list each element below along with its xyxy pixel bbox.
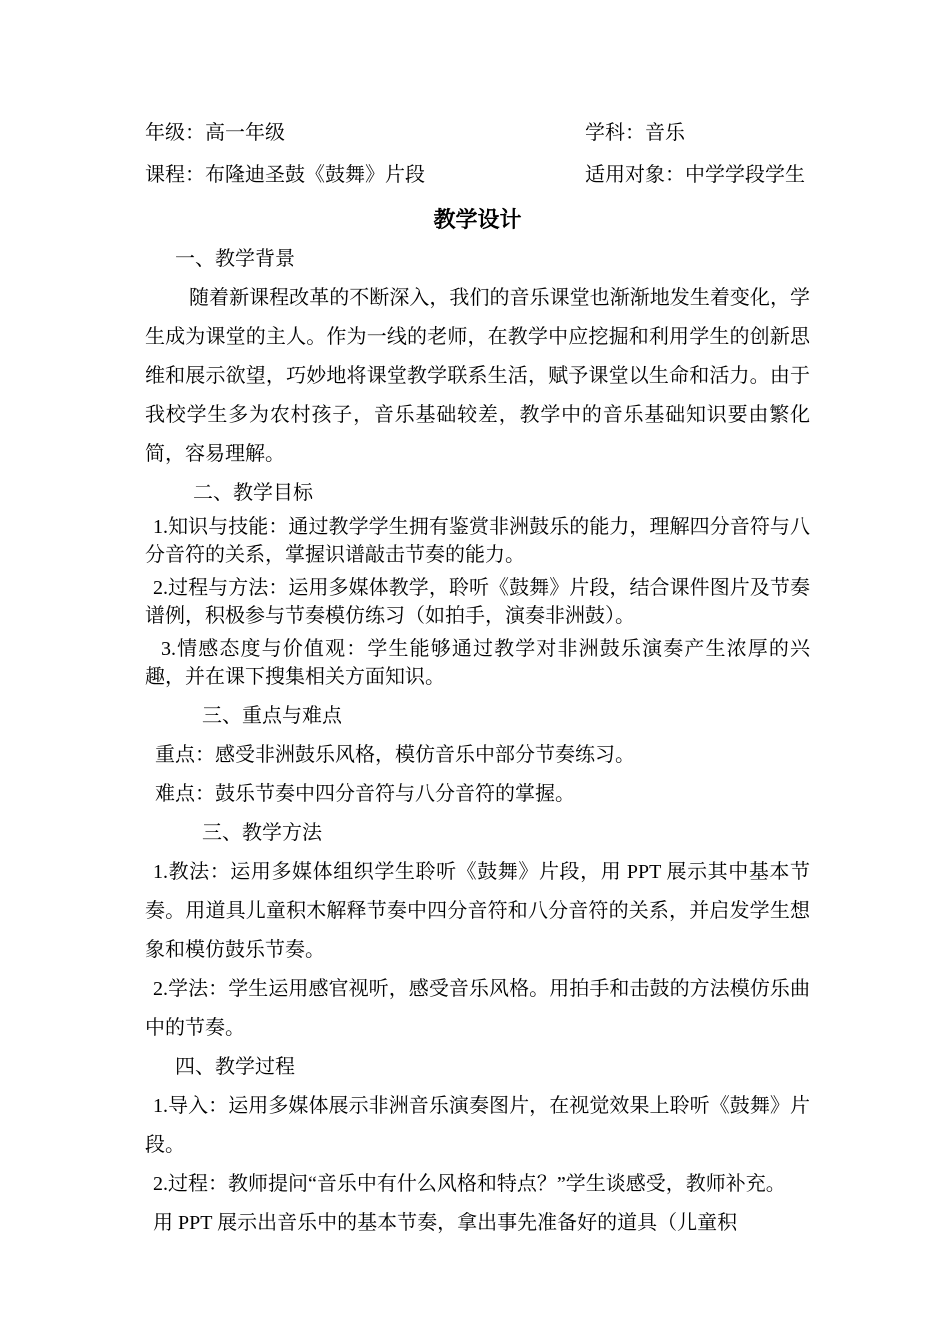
paragraph-learning-method: 2.学法：学生运用感官视听，感受音乐风格。用拍手和击鼓的方法模仿乐曲中的节奏。 <box>145 978 810 1039</box>
doc-title: 教学设计 <box>433 207 522 232</box>
subject-field: 学科：音乐 <box>585 122 685 144</box>
paragraph-difficult-point: 难点：鼓乐节奏中四分音符与八分音符的掌握。 <box>155 783 575 805</box>
heading-teaching-background: 一、教学背景 <box>175 248 295 270</box>
course-field: 课程：布隆迪圣鼓《鼓舞》片段 <box>145 164 425 186</box>
heading-key-difficult-points: 三、重点与难点 <box>202 705 342 727</box>
paragraph-knowledge-skills: 1.知识与技能：通过教学学生拥有鉴赏非洲鼓乐的能力，理解四分音符与八分音符的关系，掌握识谱敲击节奏的能力。 <box>145 516 810 566</box>
audience-field: 适用对象：中学学段学生 <box>585 164 805 186</box>
paragraph-process-methods: 2.过程与方法：运用多媒体教学，聆听《鼓舞》片段，结合课件图片及节奏谱例，积极参与节奏模仿练习（如拍手，演奏非洲鼓）。 <box>145 577 810 627</box>
paragraph-process: 2.过程：教师提问“音乐中有什么风格和特点？”学生谈感受，教师补充。 <box>153 1173 786 1195</box>
heading-teaching-goals: 二、教学目标 <box>193 482 313 504</box>
doc-header-row-2 <box>145 154 810 196</box>
heading-teaching-process: 四、教学过程 <box>175 1056 295 1078</box>
doc-header-row-1 <box>145 112 810 154</box>
paragraph-emotion-values: 3.情感态度与价值观：学生能够通过教学对非洲鼓乐演奏产生浓厚的兴趣，并在课下搜集相关方面知识。 <box>145 638 810 688</box>
paragraph-lead-in: 1.导入：运用多媒体展示非洲音乐演奏图片，在视觉效果上聆听《鼓舞》片段。 <box>145 1095 810 1156</box>
grade-field: 年级：高一年级 <box>145 122 285 144</box>
paragraph-teaching-method: 1.教法：运用多媒体组织学生聆听《鼓舞》片段，用 PPT 展示其中基本节奏。用道具儿童积木解释节奏中四分音符和八分音符的关系，并启发学生想象和模仿鼓乐节奏。 <box>145 861 810 961</box>
paragraph-teaching-background: 随着新课程改革的不断深入，我们的音乐课堂也渐渐地发生着变化，学生成为课堂的主人。作为一线的老师，在教学中应挖掘和利用学生的创新思维和展示欲望，巧妙地将课堂教学联系生活，赋予课堂以生命和活力。由于我校学生多为农村孩子，音乐基础较差，教学中的音乐基础知识要由繁化简，容易理解。 <box>145 287 810 465</box>
paragraph-ppt-rhythm: 用 PPT 展示出音乐中的基本节奏，拿出事先准备好的道具（儿童积 <box>153 1212 738 1234</box>
paragraph-key-point: 重点：感受非洲鼓乐风格，模仿音乐中部分节奏练习。 <box>155 744 635 766</box>
heading-teaching-methods: 三、教学方法 <box>202 822 322 844</box>
